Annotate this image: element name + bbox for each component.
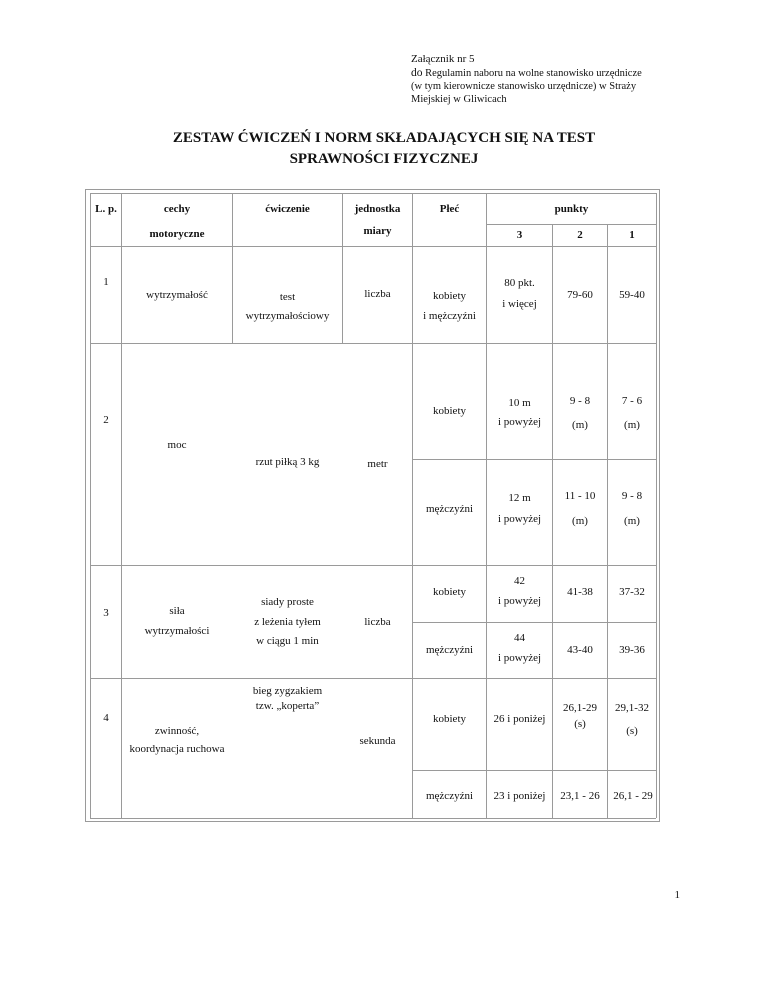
row1-plec-1: kobiety bbox=[433, 290, 466, 302]
row4-men-points-1: 26,1 - 29 bbox=[613, 790, 653, 802]
row2-cwiczenie: rzut piłką 3 kg bbox=[255, 456, 320, 468]
row4-women-points-2a: 26,1-29 bbox=[563, 702, 597, 714]
row2-men-points-1b: (m) bbox=[624, 515, 640, 527]
row2-women-points-1b: (m) bbox=[624, 419, 640, 431]
row4-cwiczenie-1: bieg zygzakiem bbox=[252, 685, 323, 697]
header-motoryczne: motoryczne bbox=[149, 228, 205, 240]
header-plec: Płeć bbox=[439, 203, 460, 215]
row3-women-points-3a: 42 bbox=[514, 575, 525, 587]
row2-women-points-1a: 7 - 6 bbox=[621, 395, 643, 407]
annex-do: do bbox=[411, 67, 423, 79]
row2-men-points-2a: 11 - 10 bbox=[564, 490, 596, 502]
row3-men-points-3b: i powyżej bbox=[497, 652, 542, 664]
page-number: 1 bbox=[674, 889, 680, 901]
row3-women-points-2: 41-38 bbox=[567, 586, 593, 598]
row2-men-points-1a: 9 - 8 bbox=[621, 490, 643, 502]
row2-men-points-3b: i powyżej bbox=[497, 513, 542, 525]
row1-jednostka: liczba bbox=[364, 288, 391, 300]
annex-header bbox=[411, 53, 659, 106]
row4-men-points-2: 23,1 - 26 bbox=[560, 790, 600, 802]
header-cechy: cechy bbox=[163, 203, 191, 215]
row3-men-points-2: 43-40 bbox=[567, 644, 593, 656]
row2-women-plec: kobiety bbox=[433, 405, 466, 417]
row2-lp: 2 bbox=[103, 414, 109, 426]
header-points-2: 2 bbox=[577, 229, 583, 241]
annex-line-4: Miejskiej w Gliwicach bbox=[411, 94, 507, 105]
row3-cecha-1: siła bbox=[169, 605, 185, 617]
row1-points-1: 59-40 bbox=[619, 289, 645, 301]
row2-women-points-2b: (m) bbox=[572, 419, 588, 431]
row4-women-points-1a: 29,1-32 bbox=[615, 702, 649, 714]
title-line-1: ZESTAW ĆWICZEŃ I NORM SKŁADAJĄCYCH SIĘ NA TEST bbox=[172, 130, 596, 146]
header-punkty: punkty bbox=[554, 203, 589, 215]
row1-points-3b: i więcej bbox=[502, 298, 537, 310]
row3-cwiczenie-2: z leżenia tyłem bbox=[254, 616, 321, 628]
row2-cecha: moc bbox=[167, 439, 187, 451]
row3-women-points-3b: i powyżej bbox=[497, 595, 542, 607]
row1-cwiczenie-1: test bbox=[279, 291, 296, 303]
row4-cwiczenie-2: tzw. „koperta” bbox=[255, 700, 320, 712]
row4-cecha-1: zwinność, bbox=[154, 725, 200, 737]
row4-cecha-2: koordynacja ruchowa bbox=[129, 743, 225, 755]
annex-number: Załącznik nr 5 bbox=[411, 53, 475, 65]
row1-points-3a: 80 pkt. bbox=[504, 277, 535, 289]
row3-cwiczenie-3: w ciągu 1 min bbox=[256, 635, 319, 647]
row3-cecha-2: wytrzymałości bbox=[144, 625, 210, 637]
header-cwiczenie: ćwiczenie bbox=[265, 203, 310, 215]
header-lp: L. p. bbox=[95, 203, 117, 215]
row2-women-points-3b: i powyżej bbox=[497, 416, 542, 428]
row2-men-points-3a: 12 m bbox=[508, 492, 531, 504]
row2-men-plec: mężczyźni bbox=[425, 503, 474, 515]
header-miary: miary bbox=[363, 225, 392, 237]
row4-women-points-2b: (s) bbox=[574, 718, 586, 730]
row3-lp: 3 bbox=[103, 607, 109, 619]
header-jednostka: jednostka bbox=[354, 203, 401, 215]
header-points-3: 3 bbox=[516, 229, 523, 241]
header-points-1: 1 bbox=[629, 229, 635, 241]
row2-women-points-3a: 10 m bbox=[508, 397, 531, 409]
row1-plec-2: i mężczyźni bbox=[423, 310, 476, 322]
title-line-2: SPRAWNOŚCI FIZYCZNEJ bbox=[289, 151, 479, 167]
row3-men-points-1: 39-36 bbox=[619, 644, 645, 656]
row3-jednostka: liczba bbox=[364, 616, 391, 628]
row3-cwiczenie-1: siady proste bbox=[261, 596, 314, 608]
row4-men-points-3: 23 i poniżej bbox=[493, 790, 546, 802]
annex-line-2 bbox=[411, 67, 659, 80]
row3-women-points-1: 37-32 bbox=[619, 586, 645, 598]
row3-men-plec: mężczyźni bbox=[425, 644, 474, 656]
row1-cwiczenie-2: wytrzymałościowy bbox=[245, 310, 330, 322]
annex-line-3: (w tym kierownicze stanowisko urzędnicze) w Straży bbox=[411, 81, 637, 92]
row3-men-points-3a: 44 bbox=[514, 632, 525, 644]
row4-men-plec: mężczyźni bbox=[425, 790, 474, 802]
row1-lp: 1 bbox=[103, 276, 109, 288]
page-title bbox=[100, 128, 668, 170]
row4-women-points-3: 26 i poniżej bbox=[493, 713, 546, 725]
row4-women-points-1b: (s) bbox=[626, 725, 638, 737]
row4-jednostka: sekunda bbox=[359, 735, 396, 747]
row4-lp: 4 bbox=[103, 712, 109, 724]
annex-regulation: Regulamin naboru na wolne stanowisko urzędnicze bbox=[425, 68, 642, 79]
row2-women-points-2a: 9 - 8 bbox=[569, 395, 591, 407]
row2-jednostka: metr bbox=[367, 458, 388, 470]
row3-women-plec: kobiety bbox=[433, 586, 466, 598]
row1-points-2: 79-60 bbox=[567, 289, 593, 301]
row1-cecha: wytrzymałość bbox=[146, 289, 208, 301]
row4-women-plec: kobiety bbox=[433, 713, 466, 725]
row2-men-points-2b: (m) bbox=[572, 515, 588, 527]
